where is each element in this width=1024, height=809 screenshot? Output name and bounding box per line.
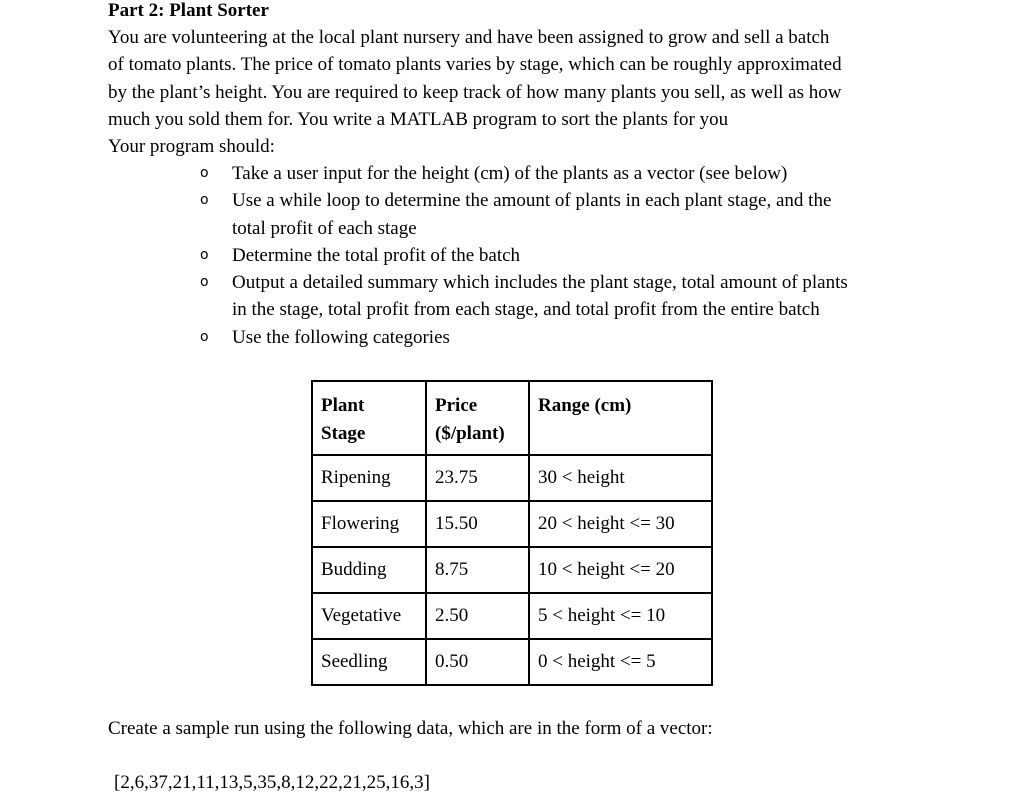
range-cell: 5 < height <= 10 bbox=[529, 593, 712, 639]
list-item-text: Determine the total profit of the batch bbox=[232, 244, 521, 266]
intro-line: by the plant’s height. You are required to keep track of how many plants you sell, as well as how bbox=[108, 81, 842, 103]
range-cell: 10 < height <= 20 bbox=[529, 547, 712, 593]
intro-line: You are volunteering at the local plant nursery and have been assigned to grow and sell a batch bbox=[108, 27, 830, 48]
intro-line: of tomato plants. The price of tomato plants varies by stage, which can be roughly approximated bbox=[108, 54, 842, 76]
bullet-circle-icon: o bbox=[200, 328, 209, 345]
range-cell: 30 < height bbox=[529, 455, 712, 501]
list-item bbox=[196, 324, 848, 351]
list-item-text: Use the following categories bbox=[232, 326, 450, 348]
table-row bbox=[312, 547, 712, 593]
header-plant-stage: Plant Stage bbox=[312, 381, 426, 455]
table-row bbox=[312, 455, 712, 501]
intro-line: much you sold them for. You write a MATLAB program to sort the plants for you bbox=[108, 108, 729, 130]
price-cell: 2.50 bbox=[426, 593, 529, 639]
table-header-row bbox=[312, 381, 712, 455]
price-cell: 23.75 bbox=[426, 455, 529, 501]
stage-cell: Ripening bbox=[312, 455, 426, 501]
header-price: Price ($/plant) bbox=[426, 381, 529, 455]
bullet-circle-icon: o bbox=[200, 165, 209, 181]
list-item bbox=[196, 160, 848, 187]
plant-categories-table bbox=[311, 380, 713, 686]
stage-cell: Flowering bbox=[312, 501, 426, 547]
bullet-circle-icon: o bbox=[200, 274, 209, 291]
list-item-text: Take a user input for the height (cm) of the plants as a vector (see below) bbox=[232, 163, 788, 184]
stage-cell: Budding bbox=[312, 547, 426, 593]
requirements-list bbox=[196, 160, 848, 351]
header-range: Range (cm) bbox=[529, 381, 712, 455]
price-cell: 8.75 bbox=[426, 547, 529, 593]
program-should-label: Your program should: bbox=[108, 136, 275, 157]
table-row bbox=[312, 501, 712, 547]
price-cell: 0.50 bbox=[426, 639, 529, 685]
sample-run-instruction: Create a sample run using the following data, which are in the form of a vector: bbox=[108, 718, 713, 739]
list-item-text: Use a while loop to determine the amount of plants in each plant stage, and the bbox=[232, 190, 832, 212]
table-row bbox=[312, 639, 712, 685]
section-heading: Part 2: Plant Sorter bbox=[108, 0, 269, 21]
list-item-text: Output a detailed summary which includes the plant stage, total amount of plants bbox=[232, 272, 848, 294]
stage-cell: Vegetative bbox=[312, 593, 426, 639]
list-item bbox=[196, 242, 848, 269]
intro-paragraph bbox=[108, 24, 928, 133]
table-row bbox=[312, 593, 712, 639]
list-item-text: total profit of each stage bbox=[232, 217, 417, 239]
bullet-circle-icon: o bbox=[200, 246, 209, 263]
range-cell: 20 < height <= 30 bbox=[529, 501, 712, 547]
bullet-circle-icon: o bbox=[200, 192, 209, 209]
list-item-text: in the stage, total profit from each stage, and total profit from the entire batch bbox=[232, 299, 820, 321]
price-cell: 15.50 bbox=[426, 501, 529, 547]
list-item bbox=[196, 269, 848, 324]
list-item bbox=[196, 187, 848, 242]
range-cell: 0 < height <= 5 bbox=[529, 639, 712, 685]
stage-cell: Seedling bbox=[312, 639, 426, 685]
data-vector: [2,6,37,21,11,13,5,35,8,12,22,21,25,16,3] bbox=[114, 772, 430, 793]
